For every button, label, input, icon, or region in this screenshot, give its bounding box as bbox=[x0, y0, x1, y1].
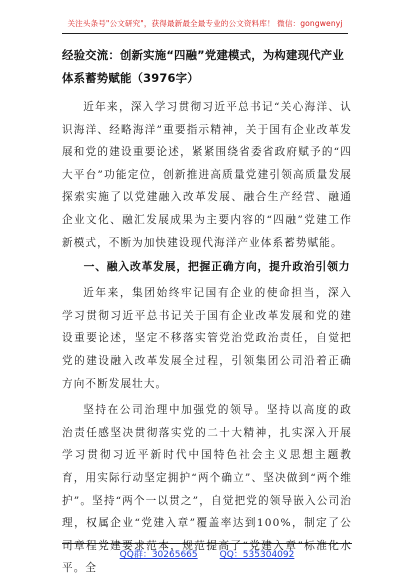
document-body bbox=[62, 44, 352, 580]
section-paragraph-1: 近年来，集团始终牢记国有企业的使命担当，深入学习贯彻习近平总书记关于国有企业改革发展和党的建设重要论述，坚定不移落实管党治党政治责任，自觉把党的建设融入改革发展全过程，引领集团公司沿着正确方向不断发展壮大。 bbox=[62, 287, 352, 390]
section-heading: 一、融入改革发展，把握正确方向，提升政治引领力 bbox=[83, 260, 351, 274]
document-title: 经验交流：创新实施“四融”党建模式，为构建现代产业体系蓄势赋能（3976字） bbox=[62, 48, 344, 85]
header-banner bbox=[62, 6, 348, 34]
qq-contact-link[interactable]: QQ：535304092 bbox=[219, 550, 295, 560]
qq-group-link[interactable]: QQ群：30265665 bbox=[119, 550, 198, 560]
section-paragraph-2: 坚持在公司治理中加强党的领导。坚持以高度的政治责任感坚决贯彻落实党的二十大精神，扎实深入开展学习贯彻习近平新时代中国特色社会主义思想主题教育，用实际行动坚定拥护“两个确立”、坚决做到“两个维护”。坚持“两个一以贯之”，自觉把党的领导嵌入公司治理，权属企业“党建入章”覆盖率达到100%，制定了公司章程党建要求范本，规范提高了“党建入章”标准化水平。全 bbox=[62, 404, 352, 575]
intro-paragraph: 近年来，深入学习贯彻习近平总书记“关心海洋、认识海洋、经略海洋”重要指示精神，关于国有企业改革发展和党的建设重要论述，紧紧围绕省委省政府赋予的“四大平台”功能定位，创新推进高质量党建引领高质量发展探索实施了以党建融入改革发展、融合生产经营、融通企业文化、融汇发展成果为主要内容的“四融”党建工作新模式，不断为加快建设现代海洋产业体系蓄势赋能。 bbox=[62, 101, 352, 249]
footer bbox=[62, 543, 352, 563]
header-banner-text: 关注头条号"公文研究"，获得最新最全最专业的公文资料库！ 微信：gongwenyj bbox=[67, 19, 343, 28]
